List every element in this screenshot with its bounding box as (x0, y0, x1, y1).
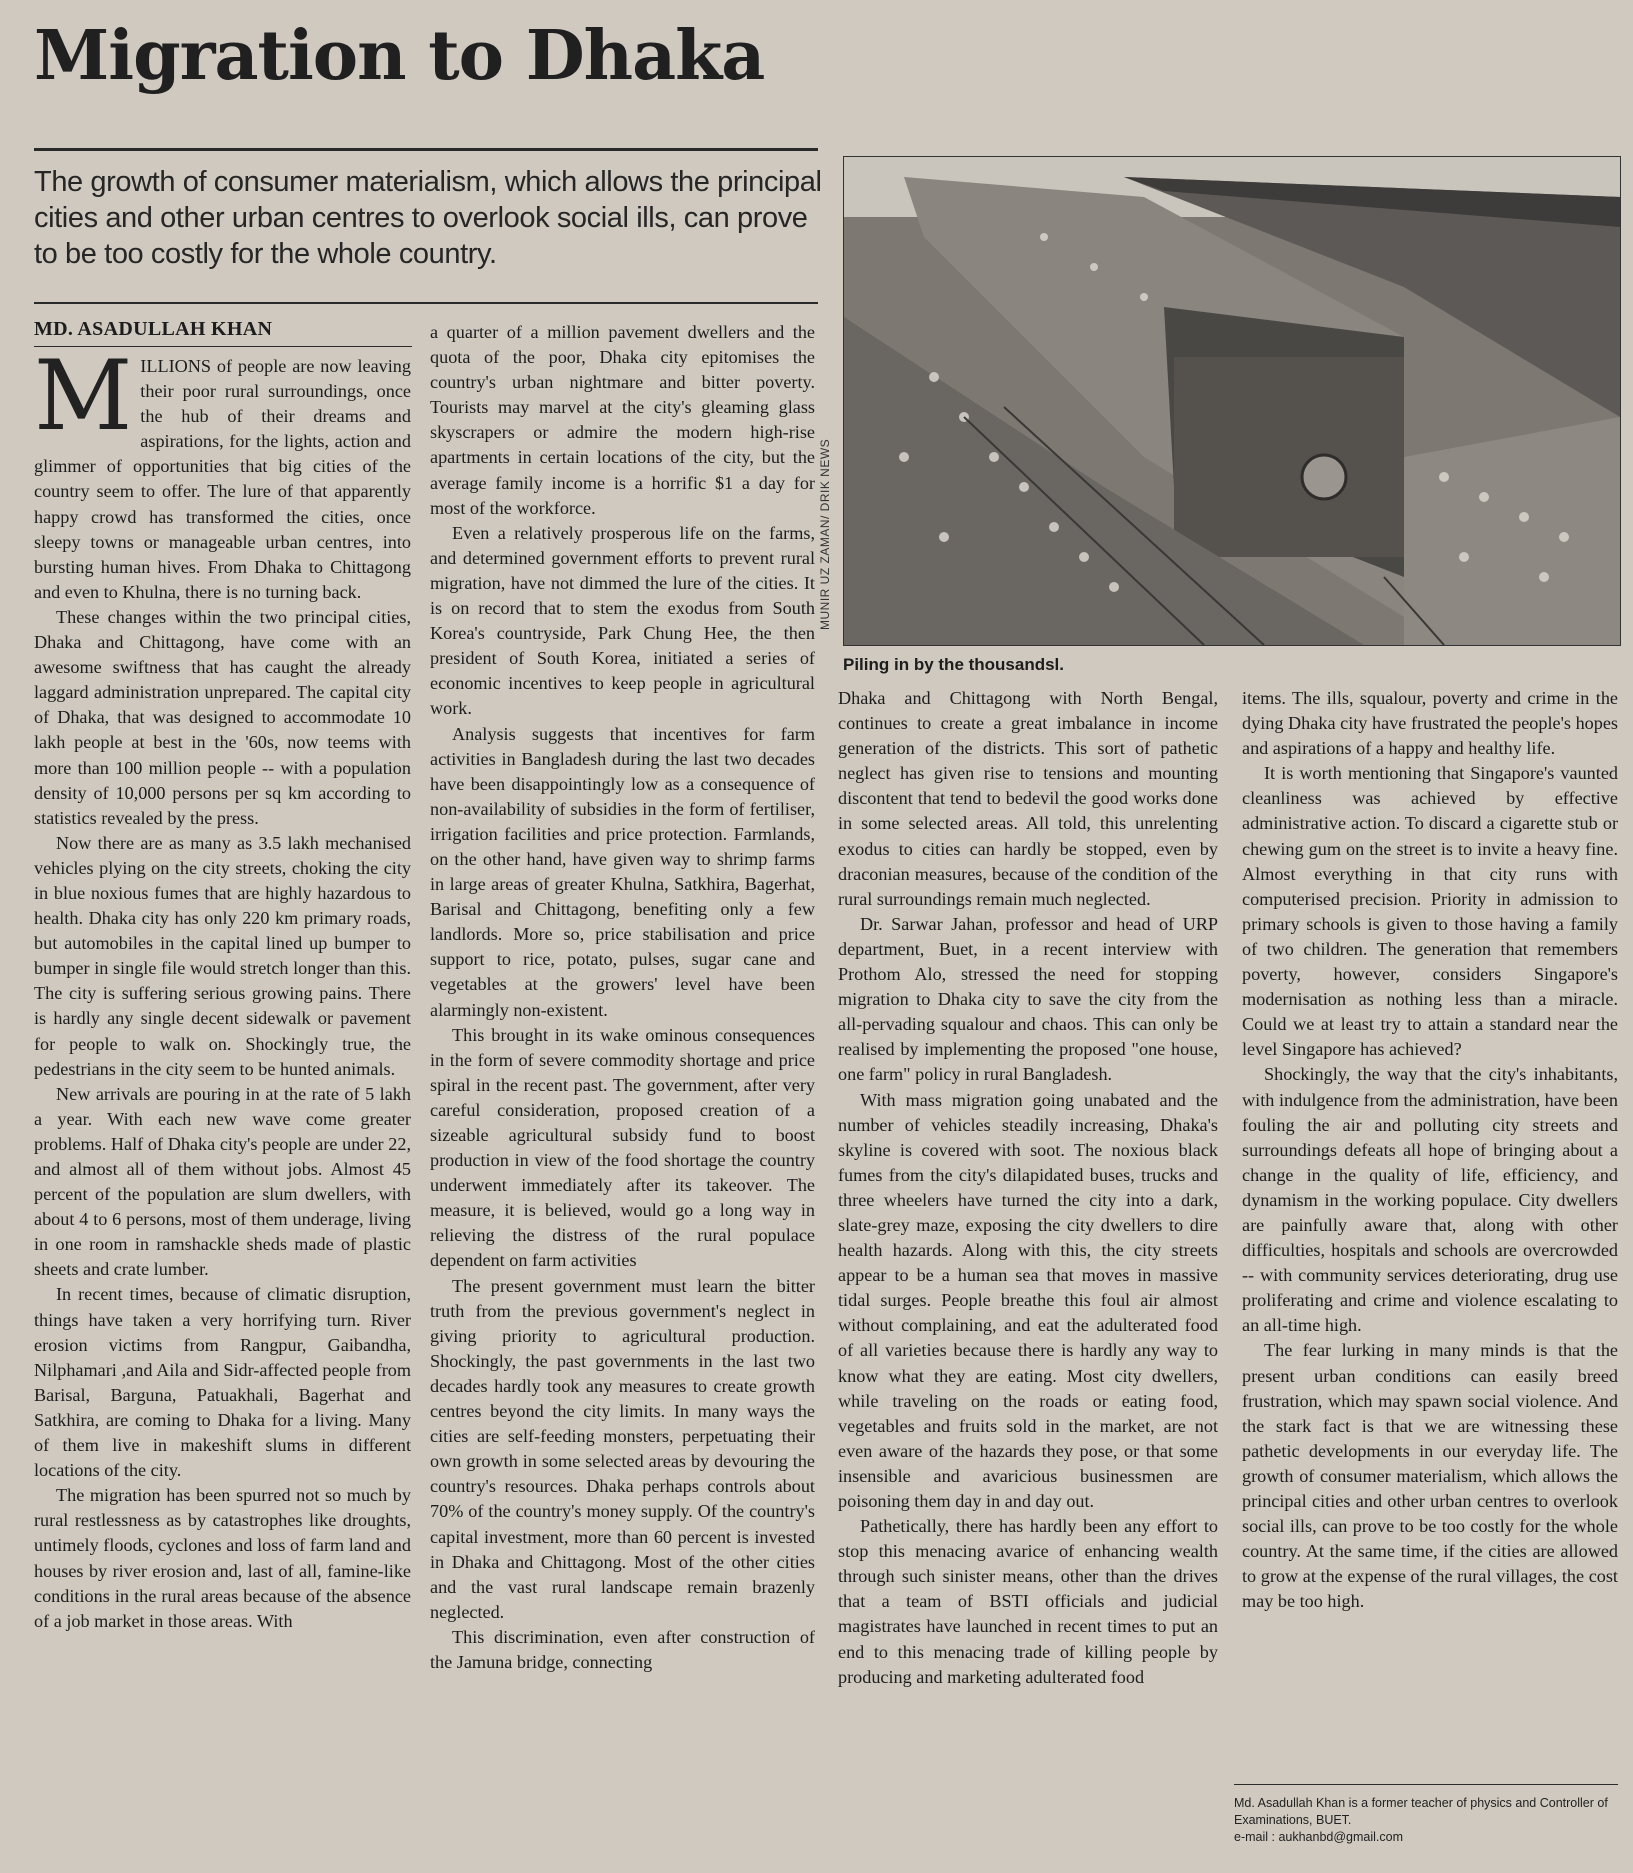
photo-credit: MUNIR UZ ZAMAN/ DRIK NEWS (818, 438, 832, 630)
body-paragraph: items. The ills, squalour, poverty and crime in the dying Dhaka city have frustrated the people's hopes and aspirations of a happy and healthy life. (1242, 688, 1618, 759)
bio-rule (1234, 1784, 1618, 1785)
body-column-3 (838, 686, 1218, 1864)
body-paragraph: Even a relatively prosperous life on the farms, and determined government efforts to prevent rural migration, have not dimmed the lure of the cities. It is on record that to stem the exodus from South Korea's countryside, Park Chung Hee, the then president of South Korea, initiated a series of economic incentives to keep people in agricultural work. (430, 522, 815, 719)
deck: The growth of consumer materialism, which allows the principal cities and other urban centres to overlook social ills, can prove to be too costly for the whole country. (34, 166, 822, 270)
drop-cap: M (34, 354, 133, 452)
body-column-1 (34, 354, 411, 1864)
body-paragraph: This discrimination, even after construction of the Jamuna bridge, connecting (430, 1626, 815, 1672)
body-paragraph: Dr. Sarwar Jahan, professor and head of URP department, Buet, in a recent interview with Prothom Alo, stressed the need for stopping migration to Dhaka city to save the city from the all-pervading squalour and chaos. This can only be realised by implementing the proposed "one house, one farm" policy in rural Bangladesh. (838, 913, 1218, 1085)
byline-rule (34, 346, 412, 347)
deck-top-rule (34, 148, 818, 151)
body-paragraph: Pathetically, there has hardly been any effort to stop this menacing avarice of enhancing wealth through such sinister means, other than the drives that a team of BSTI officials and judicial magistrates have launched in recent times to put an end to this menacing trade of killing people by producing and marketing adulterated food (838, 1516, 1218, 1687)
author-bio-text: Md. Asadullah Khan is a former teacher of physics and Controller of Examinations, BUET. (1234, 1796, 1608, 1827)
body-paragraph: The present government must learn the bitter truth from the previous government's neglect in giving priority to agricultural production. Shockingly, the past governments in the last two decades hardly took any measures to create growth centres beyond the city limits. In many ways the cities are self-feeding monsters, perpetuating their own growth in some selected areas by devouring the country's resources. Dhaka perhaps controls about 70% of the country's money supply. Of the country's capital investment, more than 60 percent is invested in Dhaka and Chittagong. Most of the other cities and the vast rural landscape remain brazenly neglected. (430, 1275, 815, 1622)
byline: MD. ASADULLAH KHAN (34, 318, 273, 340)
body-paragraph: New arrivals are pouring in at the rate of 5 lakh a year. With each new wave come greater problems. Half of Dhaka city's people are under 22, and almost all of them without jobs. Almost 45 percent of the population are slum dwellers, with about 4 to 6 persons, most of them underage, living in one room in ramshackle sheds made of plastic sheets and crate lumber. (34, 1083, 411, 1280)
body-paragraph: a quarter of a million pavement dwellers and the quota of the poor, Dhaka city epitomises the country's urban nightmare and bitter poverty. Tourists may marvel at the city's gleaming glass skyscrapers or admire the modern high-rise apartments in certain locations of the city, but the average family income is a horrific $1 a day for most of the workforce. (430, 322, 815, 518)
body-paragraph: The fear lurking in many minds is that the present urban conditions can easily breed frustration, which may spawn social violence. And the stark fact is that we are witnessing these pathetic developments in our everyday life. The growth of consumer materialism, which allows the principal cities and other urban centres to overlook social ills, can prove to be too costly for the whole country. At the same time, if the cities are allowed to grow at the expense of the rural villages, the cost may be too high. (1242, 1340, 1618, 1612)
deck-bottom-rule (34, 302, 818, 304)
body-paragraph: The migration has been spurred not so much by rural restlessness as by catastrophes like droughts, untimely floods, cyclones and loss of farm land and houses by river erosion and, last of all, famine-like conditions in the rural areas because of the absence of a job market in those areas. With (34, 1485, 411, 1631)
body-paragraph: These changes within the two principal cities, Dhaka and Chittagong, have come with an awesome swiftness that has caught the already laggard administration unprepared. The capital city of Dhaka, that was designed to accommodate 10 lakh people at best in the '60s, now teems with more than 100 million people -- with a population density of 10,000 persons per sq km according to statistics revealed by the press. (34, 606, 411, 828)
body-paragraph: Analysis suggests that incentives for farm activities in Bangladesh during the last two decades have been disappointingly low as a consequence of non-availability of subsidies in the form of fertiliser, irrigation facilities and price protection. Farmlands, on the other hand, have given way to shrimp farms in large areas of greater Khulna, Satkhira, Bagerhat, Barisal and Chittagong, benefiting only a few landlords. More so, price stabilisation and price support to rice, potato, pulses, sugar cane and vegetables at the growers' level have been alarmingly non-existent. (430, 723, 815, 1020)
author-bio (1234, 1795, 1618, 1846)
train-photo (843, 156, 1621, 646)
body-paragraph: This brought in its wake ominous consequences in the form of severe commodity shortage and price spiral in the recent past. The government, after very careful consideration, proposed creation of a sizeable agricultural subsidy fund to boost production in view of the food shortage the country underwent immediately after its takeover. The measure, it is believed, would go a long way in relieving the distress of the rural populace dependent on farm activities (430, 1024, 815, 1271)
body-paragraph: With mass migration going unabated and the number of vehicles steadily increasing, Dhaka's skyline is covered with soot. The noxious black fumes from the city's dilapidated buses, trucks and three wheelers have turned the city into a dark, slate-grey maze, exposing the city dwellers to dire health hazards. Along with this, the city streets appear to be a human sea that moves in massive tidal surges. People breathe this foul air almost without complaining, and eat the adulterated food of all varieties because there is hardly any way to know what they are eating. Most city dwellers, while traveling on the roads or eating food, vegetables and fruits sold in the market, are not even aware of the hazards they pose, or that some insensible and avaricious businessmen are poisoning them day in and day out. (838, 1089, 1218, 1511)
body-paragraph: MILLIONS of people are now leaving their poor rural surroundings, once the hub of their dreams and aspirations, for the lights, action and glimmer of opportunities that big cities of the country seem to offer. The lure of that apparently happy crowd has transformed the cities, once sleepy towns or manageable urban centres, into bursting human hives. From Dhaka to Chittagong and even to Khulna, there is no turning back. (34, 354, 411, 602)
headline: Migration to Dhaka (34, 16, 765, 96)
body-paragraph: Dhaka and Chittagong with North Bengal, continues to create a great imbalance in income generation of the districts. This sort of pathetic neglect has given rise to tensions and mounting discontent that tend to bedevil the good works done in some selected areas. All told, this unrelenting exodus to cities can hardly be stopped, even by draconian measures, because of the condition of the rural surroundings remain much neglected. (838, 688, 1218, 909)
author-email: e-mail : aukhanbd@gmail.com (1234, 1830, 1404, 1844)
train-photo-illustration (844, 157, 1620, 645)
body-column-4 (1242, 686, 1618, 1770)
body-paragraph: It is worth mentioning that Singapore's vaunted cleanliness was achieved by effective administrative action. To discard a cigarette stub or chewing gum on the street is to invite a heavy fine. Almost everything in that city runs with computerised precision. Priority in admission to primary schools is given to those having a family of two children. The generation that remembers poverty, however, considers Singapore's modernisation as nothing less than a miracle. Could we at least try to attain a standard near the level Singapore has achieved? (1242, 763, 1618, 1060)
body-paragraph: Shockingly, the way that the city's inhabitants, with indulgence from the administration, have been fouling the air and polluting city streets and surroundings defeats all hope of bringing about a change in the quality of life, efficiency, and dynamism in the working populace. City dwellers are painfully aware that, along with other difficulties, hospitals and schools are overcrowded -- with community services deteriorating, drug use proliferating and crime and violence escalating to an all-time high. (1242, 1064, 1618, 1336)
body-paragraph: Now there are as many as 3.5 lakh mechanised vehicles plying on the city streets, choking the city in blue noxious fumes that are highly hazardous to health. Dhaka city has only 220 km primary roads, but automobiles in the capital lined up bumper to bumper in single file would stretch longer than this. The city is suffering serious growing pains. There is hardly any single decent sidewalk or pavement for people to walk on. Shockingly true, the pedestrians in the city seem to be hunted animals. (34, 832, 411, 1079)
photo-caption: Piling in by the thousandsl. (843, 655, 1065, 674)
body-column-2 (430, 320, 815, 1864)
body-paragraph: In recent times, because of climatic disruption, things have taken a very horrifying turn. River erosion victims from Rangpur, Gaibandha, Nilphamari ,and Aila and Sidr-affected people from Barisal, Barguna, Patuakhali, Bagerhat and Satkhira, are coming to Dhaka for a living. Many of them live in makeshift slums in different locations of the city. (34, 1284, 411, 1481)
